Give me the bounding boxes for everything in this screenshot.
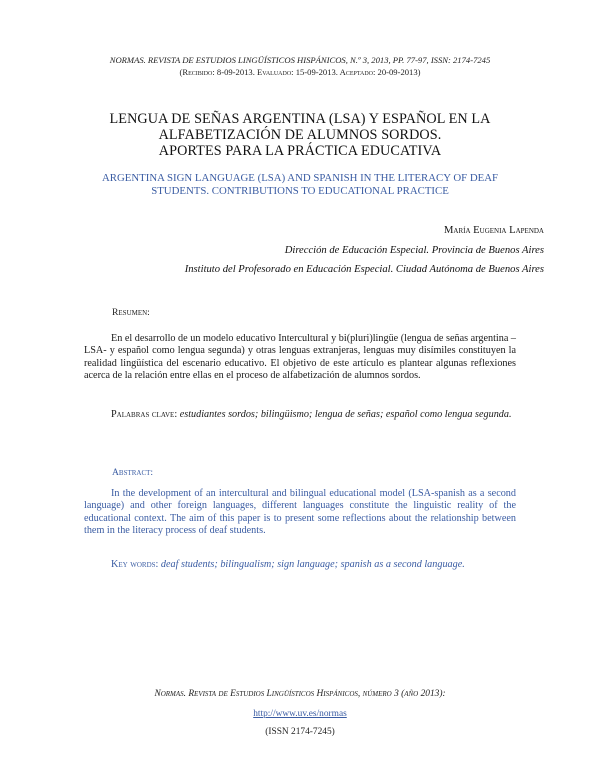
affiliation-1: Dirección de Educación Especial. Provincia de Buenos Aires (284, 245, 544, 256)
dates-line: (Recibido: 8-09-2013. Evaluado: 15-09-2013. Aceptado: 20-09-2013) (179, 67, 421, 77)
author-name: María Eugenia Lapenda (444, 225, 544, 236)
key-words-text: deaf students; bilingualism; sign language; spanish as a second language. (160, 559, 465, 570)
title-es-line-2: ALFABETIZACIÓN DE ALUMNOS SORDOS. (158, 127, 442, 143)
abstract-label: Abstract: (112, 467, 154, 478)
palabras-clave-text: estudiantes sordos; bilingüismo; lengua de señas; español como lengua segunda. (179, 409, 512, 420)
resumen-label: Resumen: (112, 307, 150, 318)
palabras-clave-label: Palabras clave: (111, 409, 178, 420)
title-en-line-1: ARGENTINA SIGN LANGUAGE (LSA) AND SPANISH IN THE LITERACY OF DEAF (101, 172, 499, 184)
key-words-label: Key words: (111, 559, 159, 570)
journal-header: NORMAS. REVISTA DE ESTUDIOS LINGÜÍSTICOS HISPÁNICOS, N.º 3, 2013, PP. 77-97, ISSN: 2174-7245 (109, 55, 491, 65)
key-words (84, 559, 516, 571)
abstract-text: In the development of an intercultural and bilingual educational model (LSA-spanish as a second language) and other foreign languages, different languages constitute the linguistic reality of the educational context. The aim of this paper is to present some reflections about the relationship between them in the literacy process of deaf students. (84, 488, 516, 537)
resumen-text: En el desarrollo de un modelo educativo Intercultural y bi(pluri)lingüe (lengua de señas argentina –LSA- y español como lengua segunda) y otras lenguas extranjeras, lenguas muy disímiles constituyen la realidad lingüística del escenario educativo. El objetivo de este artículo es plantear algunas reflexiones acerca de la relación entre ellas en el proceso de alfabetización de alumnos sordos. (84, 333, 516, 382)
palabras-clave (84, 409, 516, 421)
footer-url-link[interactable]: http://www.uv.es/normas (253, 709, 347, 719)
footer-issn: (ISSN 2174-7245) (265, 727, 335, 737)
affiliation-2: Instituto del Profesorado en Educación Especial. Ciudad Autónoma de Buenos Aires (184, 264, 544, 275)
footer-journal: Normas. Revista de Estudios Lingüísticos Hispánicos, número 3 (año 2013): (154, 689, 446, 699)
title-en-line-2: STUDENTS. CONTRIBUTIONS TO EDUCATIONAL PRACTICE (151, 185, 449, 197)
title-es-line-1: LENGUA DE SEÑAS ARGENTINA (LSA) Y ESPAÑOL EN LA (109, 111, 491, 127)
title-es-line-3: APORTES PARA LA PRÁCTICA EDUCATIVA (158, 143, 442, 159)
